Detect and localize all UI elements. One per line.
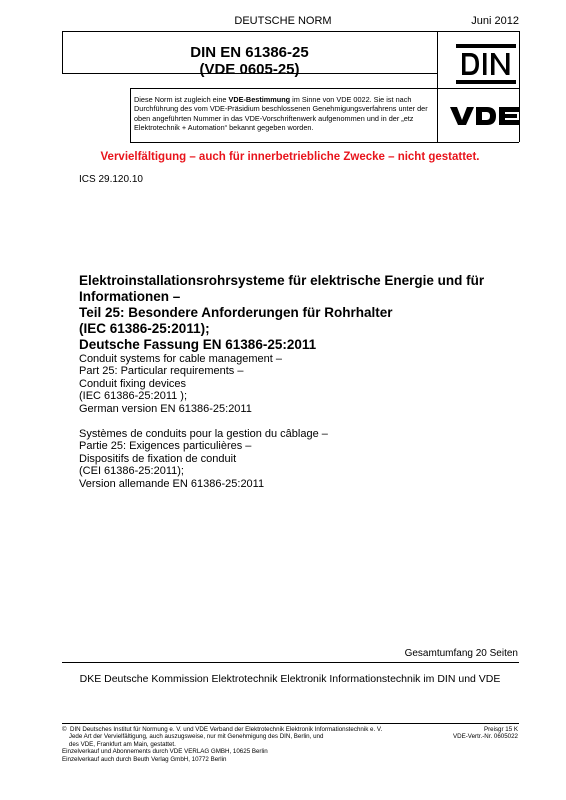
title-fr-line: Systèmes de conduits pour la gestion du câblage – (79, 428, 328, 440)
title-de-line: Deutsche Fassung EN 61386-25:2011 (79, 337, 317, 352)
footer-line: des VDE, Frankfurt am Main, gestattet. (62, 740, 176, 748)
vde-notice (134, 95, 432, 132)
copyright-footer (62, 726, 412, 763)
standard-number: DIN EN 61386-25 (190, 44, 309, 61)
dke-top-rule (62, 662, 519, 663)
title-german (79, 273, 529, 353)
title-fr-line: Version allemande EN 61386-25:2011 (79, 477, 265, 490)
ics-code: ICS 29.120.10 (79, 174, 143, 185)
title-de-line: Informationen – (79, 289, 181, 304)
notice-part1: Diese Norm ist zugleich eine (134, 95, 229, 104)
publication-date: Juni 2012 (471, 15, 519, 27)
footer-line: Einzelverkauf und Abonnements durch VDE VERLAG GMBH, 10625 Berlin (62, 748, 268, 756)
vde-logo (449, 105, 521, 127)
copy-warning: Vervielfältigung – auch für innerbetriebliche Zwecke – nicht gestattet. (100, 151, 480, 163)
notice-top-rule (130, 88, 519, 89)
header-rule (62, 31, 519, 32)
footer-rule (62, 723, 519, 724)
title-de-line: (IEC 61386-25:2011); (79, 321, 210, 336)
frame-divider (437, 31, 438, 142)
notice-bottom-rule (130, 142, 519, 143)
title-de-line: Elektroinstallationsrohrsysteme für elektrische Energie und für (79, 273, 485, 288)
dke-commission: DKE Deutsche Kommission Elektrotechnik Elektronik Informationstechnik im DIN und VDE (79, 673, 501, 685)
title-de-line: Teil 25: Besondere Anforderungen für Rohrhalter (79, 305, 393, 320)
order-info (453, 726, 518, 741)
price-group: Preisgr 15 K (483, 726, 518, 733)
footer-line: © DIN Deutsches Institut für Normung e. V. und VDE Verband der Elektrotechnik Elektronik Informationstechnik e. V. (62, 726, 383, 733)
title-fr-line: Partie 25: Exigences particulières – (79, 440, 252, 453)
title-french (79, 428, 529, 490)
vde-number: (VDE 0605-25) (199, 61, 300, 78)
title-english (79, 353, 529, 415)
notice-bold: VDE-Bestimmung (228, 95, 291, 104)
footer-line: Jede Art der Vervielfältigung, auch auszugsweise, nur mit Genehmigung des DIN, Berlin, und (62, 733, 324, 741)
norm-type: DEUTSCHE NORM (234, 15, 332, 27)
vde-order-number: VDE-Vertr.-Nr. 0605022 (453, 733, 518, 741)
title-en-line: Conduit fixing devices (79, 377, 187, 390)
title-fr-line: Dispositifs de fixation de conduit (79, 452, 237, 465)
title-en-line: German version EN 61386-25:2011 (79, 402, 252, 415)
notice-left-rule (130, 88, 131, 142)
title-en-line: Conduit systems for cable management – (79, 353, 282, 365)
title-fr-line: (CEI 61386-25:2011); (79, 465, 184, 478)
din-logo (454, 42, 518, 86)
footer-line: Einzelverkauf auch durch Beuth Verlag GmbH, 10772 Berlin (62, 755, 227, 763)
title-en-line: Part 25: Particular requirements – (79, 365, 244, 378)
title-en-line: (IEC 61386-25:2011 ); (79, 390, 188, 403)
notice-part2: im Sinne von VDE 0022. Sie ist nach Durchführung des vom VDE-Präsidium beschlossenen Genehmigungsverfahrens unter der oben angeführten Nummer in das VDE-Vorschriftenwerk aufgenommen und in der „etz Elektrotechnik + Automation“ bekannt gegeben worden. (134, 95, 428, 132)
total-pages: Gesamtumfang 20 Seiten (404, 648, 518, 659)
